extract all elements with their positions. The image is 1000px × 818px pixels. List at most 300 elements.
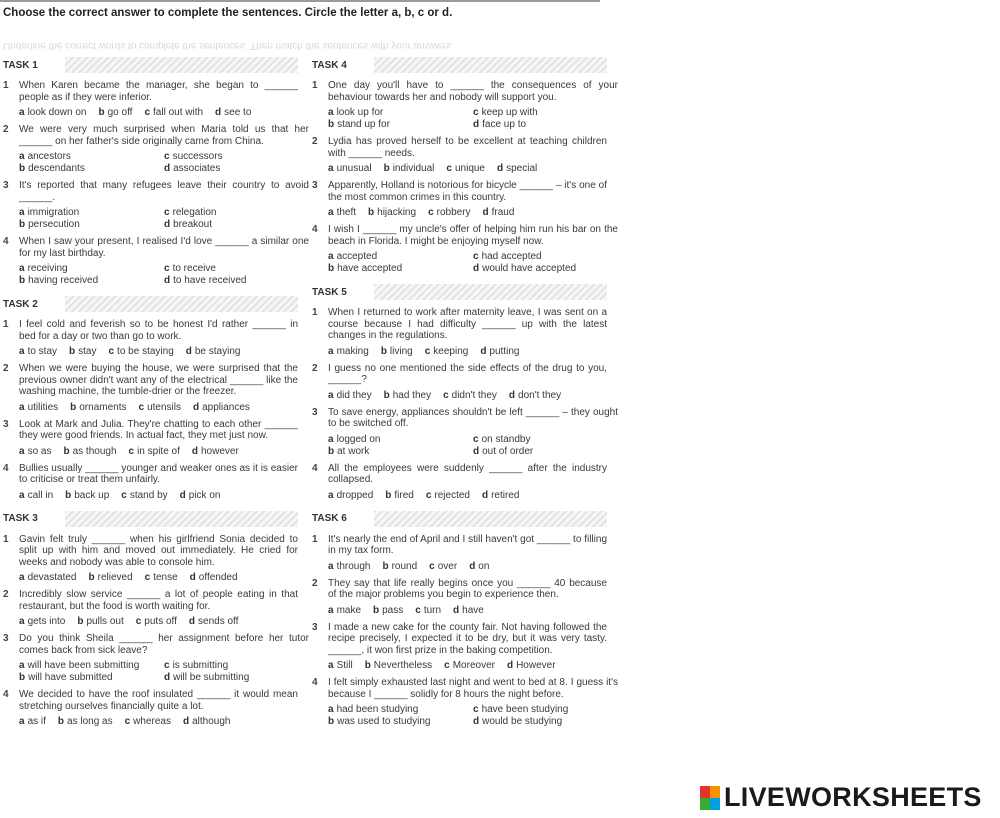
answer-option-a[interactable] bbox=[19, 346, 57, 358]
answer-option-c[interactable] bbox=[136, 616, 177, 628]
question-body bbox=[19, 633, 309, 684]
option-text: don't they bbox=[518, 389, 562, 401]
option-letter: b bbox=[77, 616, 84, 627]
option-text: making bbox=[336, 345, 369, 357]
answer-option-d[interactable] bbox=[473, 446, 618, 458]
option-text: had accepted bbox=[481, 251, 542, 262]
answer-option-b[interactable] bbox=[19, 672, 164, 684]
answer-options bbox=[19, 616, 298, 628]
question-text: All the employees were suddenly ______ after the industry collapsed. bbox=[328, 462, 607, 485]
option-text: however bbox=[201, 445, 239, 457]
answer-option-a[interactable] bbox=[328, 660, 353, 672]
answer-option-b[interactable] bbox=[328, 446, 473, 458]
option-text: retired bbox=[491, 489, 520, 501]
answer-options bbox=[19, 572, 298, 584]
task-header-hatch bbox=[65, 296, 298, 312]
answer-option-b[interactable] bbox=[328, 716, 473, 728]
option-text: ancestors bbox=[27, 151, 71, 162]
option-text: relieved bbox=[97, 572, 133, 583]
answer-option-a[interactable] bbox=[19, 402, 58, 414]
question bbox=[3, 80, 298, 119]
answer-option-b[interactable] bbox=[89, 572, 133, 584]
option-text: as long as bbox=[67, 716, 113, 727]
answer-option-a[interactable] bbox=[19, 263, 164, 275]
option-text: pass bbox=[382, 604, 404, 616]
option-text: receiving bbox=[27, 263, 68, 274]
option-text: puts off bbox=[144, 616, 177, 627]
task-title: TASK 1 bbox=[3, 59, 38, 71]
question-body bbox=[328, 180, 607, 219]
option-text: will have submitted bbox=[28, 672, 113, 683]
logo-square-blue bbox=[710, 798, 720, 810]
option-letter: a bbox=[328, 207, 334, 218]
option-text: fraud bbox=[491, 207, 515, 218]
question-number: 1 bbox=[3, 80, 9, 91]
option-text: although bbox=[192, 716, 231, 727]
option-text: on bbox=[478, 560, 490, 572]
answer-option-d[interactable] bbox=[497, 163, 537, 175]
question-text: I wish I ______ my uncle's offer of helping him run his bar on the beach in Florida. I might be enjoying myself now. bbox=[328, 224, 618, 247]
option-letter: b bbox=[19, 275, 26, 286]
answer-options bbox=[19, 446, 298, 458]
option-text: theft bbox=[336, 207, 357, 218]
question-body bbox=[19, 180, 309, 231]
answer-option-a[interactable] bbox=[328, 207, 356, 219]
option-text: to stay bbox=[27, 346, 58, 357]
option-letter: c bbox=[124, 716, 131, 727]
option-text: tense bbox=[153, 572, 178, 583]
question-number: 3 bbox=[312, 406, 318, 418]
option-letter: a bbox=[328, 604, 334, 616]
option-letter: d bbox=[185, 346, 192, 357]
question-number: 4 bbox=[3, 462, 9, 474]
answer-option-a[interactable] bbox=[328, 107, 473, 119]
option-text: successors bbox=[172, 151, 223, 162]
answer-option-a[interactable] bbox=[19, 151, 164, 163]
question-number: 4 bbox=[3, 236, 9, 247]
option-letter: c bbox=[415, 604, 421, 616]
option-letter: c bbox=[128, 445, 135, 457]
option-letter: a bbox=[19, 616, 25, 627]
logo-square-orange bbox=[710, 786, 720, 798]
option-letter: a bbox=[19, 489, 25, 501]
task-block bbox=[3, 56, 309, 287]
option-text: Moreover bbox=[452, 660, 495, 671]
option-letter: a bbox=[328, 489, 334, 501]
answer-option-c[interactable] bbox=[425, 346, 469, 358]
answer-options bbox=[328, 605, 607, 617]
answer-option-c[interactable] bbox=[129, 446, 180, 458]
answer-option-a[interactable] bbox=[19, 716, 46, 728]
answer-option-d[interactable] bbox=[164, 275, 309, 287]
answer-option-d[interactable] bbox=[192, 446, 239, 458]
option-letter: a bbox=[328, 107, 334, 118]
option-letter: c bbox=[108, 346, 115, 357]
option-letter: c bbox=[428, 207, 434, 218]
option-letter: a bbox=[19, 346, 25, 357]
option-text: go off bbox=[107, 107, 133, 118]
answer-option-b[interactable] bbox=[77, 616, 123, 628]
answer-option-a[interactable] bbox=[19, 207, 164, 219]
answer-options bbox=[328, 660, 607, 672]
question-text: One day you'll have to ______ the consequences of your behaviour towards her and nobody will support you. bbox=[328, 80, 618, 103]
question bbox=[312, 363, 607, 402]
answer-option-a[interactable] bbox=[19, 446, 51, 458]
option-text: accepted bbox=[336, 251, 378, 262]
option-text: putting bbox=[489, 345, 520, 357]
answer-option-a[interactable] bbox=[328, 490, 373, 502]
answer-option-c[interactable] bbox=[164, 263, 309, 275]
question-number: 4 bbox=[312, 462, 318, 474]
question-number: 3 bbox=[3, 633, 9, 644]
option-text: was used to studying bbox=[337, 716, 431, 727]
answer-option-b[interactable] bbox=[382, 561, 417, 573]
answer-options bbox=[19, 151, 309, 175]
answer-option-a[interactable] bbox=[328, 163, 372, 175]
option-letter: b bbox=[88, 572, 95, 583]
question bbox=[3, 236, 309, 287]
answer-options bbox=[328, 207, 607, 219]
answer-option-d[interactable] bbox=[190, 572, 238, 584]
answer-option-b[interactable] bbox=[69, 346, 96, 358]
answer-option-a[interactable] bbox=[328, 704, 473, 716]
answer-option-b[interactable] bbox=[19, 275, 164, 287]
answer-option-a[interactable] bbox=[328, 346, 369, 358]
question-number: 3 bbox=[312, 180, 318, 191]
question-text: We decided to have the roof insulated ______ it would mean stretching ourselves financially quite a lot. bbox=[19, 689, 298, 712]
option-letter: d bbox=[497, 163, 504, 174]
option-text: appliances bbox=[202, 401, 250, 413]
option-text: However bbox=[516, 660, 556, 671]
option-text: pulls out bbox=[86, 616, 124, 627]
option-letter: c bbox=[164, 207, 170, 218]
question-body bbox=[328, 463, 607, 502]
answer-option-b[interactable] bbox=[328, 119, 473, 131]
task-header bbox=[312, 56, 607, 74]
answer-option-a[interactable] bbox=[19, 490, 53, 502]
option-letter: c bbox=[164, 151, 170, 162]
option-letter: d bbox=[164, 219, 171, 230]
task-header bbox=[312, 510, 607, 528]
question-body bbox=[328, 307, 607, 358]
answer-option-b[interactable] bbox=[385, 490, 414, 502]
option-text: had been studying bbox=[336, 704, 419, 715]
option-letter: a bbox=[328, 163, 334, 174]
option-letter: c bbox=[443, 389, 449, 401]
option-text: to receive bbox=[172, 263, 216, 274]
answer-option-d[interactable] bbox=[183, 716, 230, 728]
answer-options bbox=[328, 490, 607, 502]
answer-options bbox=[328, 107, 618, 131]
option-text: through bbox=[336, 560, 371, 572]
question-number: 2 bbox=[312, 362, 318, 374]
option-letter: c bbox=[138, 401, 145, 413]
option-letter: b bbox=[328, 119, 335, 130]
answer-option-b[interactable] bbox=[328, 263, 473, 275]
option-letter: d bbox=[189, 572, 196, 583]
answer-option-a[interactable] bbox=[328, 390, 372, 402]
question-body bbox=[19, 363, 298, 414]
answer-options bbox=[19, 660, 309, 684]
answer-option-a[interactable] bbox=[328, 605, 361, 617]
answer-option-a[interactable] bbox=[328, 561, 370, 573]
question-number: 3 bbox=[3, 418, 9, 430]
option-letter: a bbox=[19, 151, 25, 162]
left-column bbox=[3, 56, 309, 736]
question-body bbox=[328, 407, 618, 458]
option-letter: c bbox=[473, 107, 479, 118]
right-column bbox=[312, 56, 618, 736]
answer-option-b[interactable] bbox=[19, 219, 164, 231]
option-text: individual bbox=[392, 163, 435, 174]
option-letter: c bbox=[473, 433, 479, 445]
option-text: breakout bbox=[173, 219, 213, 230]
answer-option-d[interactable] bbox=[180, 490, 221, 502]
option-text: keep up with bbox=[481, 107, 538, 118]
question-text: When I saw your present, I realised I'd love ______ a similar one for my last birthday. bbox=[19, 236, 309, 259]
answer-option-c[interactable] bbox=[444, 660, 495, 672]
option-letter: d bbox=[164, 275, 171, 286]
answer-option-c[interactable] bbox=[473, 107, 618, 119]
answer-option-a[interactable] bbox=[328, 251, 473, 263]
option-text: gets into bbox=[27, 616, 66, 627]
answer-option-c[interactable] bbox=[415, 605, 441, 617]
question-number: 1 bbox=[312, 307, 318, 318]
question-number: 2 bbox=[3, 363, 9, 374]
question-body bbox=[19, 534, 298, 585]
answer-option-b[interactable] bbox=[381, 346, 413, 358]
answer-option-a[interactable] bbox=[19, 616, 65, 628]
option-letter: a bbox=[328, 560, 334, 572]
answer-option-c[interactable] bbox=[108, 346, 173, 358]
option-text: having received bbox=[28, 275, 99, 286]
question bbox=[312, 136, 607, 175]
question-body bbox=[19, 236, 309, 287]
option-letter: a bbox=[328, 660, 334, 671]
option-text: immigration bbox=[27, 207, 80, 218]
answer-option-c[interactable] bbox=[164, 151, 309, 163]
option-letter: d bbox=[473, 445, 480, 457]
answer-option-d[interactable] bbox=[509, 390, 561, 402]
logo-icon bbox=[700, 786, 720, 810]
answer-option-a[interactable] bbox=[19, 107, 87, 119]
answer-option-b[interactable] bbox=[365, 660, 432, 672]
question-body bbox=[19, 689, 298, 728]
task-title: TASK 4 bbox=[312, 59, 347, 71]
answer-option-d[interactable] bbox=[164, 163, 309, 175]
option-text: robbery bbox=[436, 207, 471, 218]
option-text: in spite of bbox=[137, 445, 180, 457]
answer-options bbox=[328, 704, 618, 728]
answer-option-d[interactable] bbox=[453, 605, 484, 617]
option-text: is submitting bbox=[172, 660, 229, 671]
option-text: to have received bbox=[173, 275, 247, 286]
task-header-hatch bbox=[65, 57, 298, 73]
question bbox=[3, 124, 309, 175]
answer-options bbox=[328, 561, 607, 573]
option-text: as though bbox=[72, 445, 117, 457]
option-letter: a bbox=[19, 263, 25, 274]
option-letter: d bbox=[191, 445, 198, 457]
answer-option-d[interactable] bbox=[186, 346, 241, 358]
option-text: whereas bbox=[133, 716, 171, 727]
question bbox=[312, 224, 618, 275]
option-letter: a bbox=[328, 433, 334, 445]
question bbox=[312, 307, 607, 358]
option-letter: a bbox=[328, 389, 334, 401]
task-header-hatch bbox=[374, 57, 607, 73]
answer-option-c[interactable] bbox=[164, 660, 309, 672]
answer-option-c[interactable] bbox=[446, 163, 485, 175]
answer-option-c[interactable] bbox=[144, 107, 203, 119]
task-title: TASK 5 bbox=[312, 286, 347, 298]
answer-option-c[interactable] bbox=[428, 207, 470, 219]
option-letter: c bbox=[444, 660, 450, 671]
answer-option-d[interactable] bbox=[480, 346, 519, 358]
question-number: 4 bbox=[312, 677, 318, 688]
task-block bbox=[312, 56, 618, 275]
option-text: unique bbox=[454, 163, 485, 174]
option-text: rejected bbox=[434, 489, 470, 501]
option-text: call in bbox=[27, 489, 54, 501]
question-number: 3 bbox=[3, 180, 9, 191]
answer-option-d[interactable] bbox=[164, 672, 309, 684]
question bbox=[3, 534, 298, 585]
option-text: have bbox=[462, 604, 484, 616]
option-text: utilities bbox=[27, 401, 59, 413]
question-text: It's nearly the end of April and I still haven't got ______ to filling in my tax form. bbox=[328, 533, 607, 556]
answer-option-c[interactable] bbox=[145, 572, 178, 584]
answer-option-c[interactable] bbox=[125, 716, 171, 728]
task-header bbox=[312, 283, 607, 301]
option-letter: d bbox=[188, 616, 196, 627]
answer-option-d[interactable] bbox=[164, 219, 309, 231]
option-text: make bbox=[336, 604, 362, 616]
question-number: 4 bbox=[312, 224, 318, 235]
answer-option-b[interactable] bbox=[373, 605, 403, 617]
answer-option-d[interactable] bbox=[189, 616, 239, 628]
option-letter: c bbox=[424, 345, 431, 357]
answer-option-c[interactable] bbox=[164, 207, 309, 219]
answer-option-c[interactable] bbox=[121, 490, 167, 502]
option-letter: c bbox=[425, 489, 432, 501]
answer-option-d[interactable] bbox=[215, 107, 251, 119]
answer-option-b[interactable] bbox=[368, 207, 416, 219]
answer-option-a[interactable] bbox=[19, 660, 164, 672]
answer-option-b[interactable] bbox=[384, 163, 435, 175]
question-body bbox=[19, 463, 298, 502]
answer-option-c[interactable] bbox=[443, 390, 497, 402]
option-letter: d bbox=[453, 604, 460, 616]
bleed-through-text: Underline the correct words to complete the sentences. Then match the sentences with your answers. bbox=[3, 40, 454, 51]
question-body bbox=[19, 419, 298, 458]
option-letter: b bbox=[19, 163, 26, 174]
option-text: devastated bbox=[27, 572, 77, 583]
option-letter: d bbox=[164, 163, 171, 174]
option-letter: b bbox=[385, 489, 392, 501]
option-text: will have been submitting bbox=[27, 660, 140, 671]
answer-option-b[interactable] bbox=[70, 402, 126, 414]
question-number: 1 bbox=[312, 80, 318, 91]
option-text: be staying bbox=[194, 346, 241, 357]
answer-option-c[interactable] bbox=[426, 490, 470, 502]
question-body bbox=[328, 622, 607, 673]
option-text: would be studying bbox=[482, 716, 563, 727]
option-text: didn't they bbox=[451, 389, 497, 401]
answer-option-d[interactable] bbox=[473, 716, 618, 728]
option-letter: b bbox=[373, 604, 380, 616]
answer-option-c[interactable] bbox=[473, 251, 618, 263]
question-text: Lydia has proved herself to be excellent at teaching children with ______ needs. bbox=[328, 136, 607, 159]
answer-options bbox=[19, 490, 298, 502]
answer-option-c[interactable] bbox=[139, 402, 181, 414]
question bbox=[3, 589, 298, 628]
answer-option-c[interactable] bbox=[473, 434, 618, 446]
answer-option-c[interactable] bbox=[429, 561, 457, 573]
answer-option-d[interactable] bbox=[483, 207, 515, 219]
task-block bbox=[312, 510, 618, 729]
option-letter: b bbox=[69, 346, 76, 357]
answer-option-b[interactable] bbox=[19, 163, 164, 175]
answer-option-d[interactable] bbox=[193, 402, 250, 414]
logo-text: LIVEWORKSHEETS bbox=[724, 782, 982, 812]
option-text: persecution bbox=[28, 219, 80, 230]
question-body bbox=[19, 589, 298, 628]
task-header-hatch bbox=[374, 284, 607, 300]
question-number: 2 bbox=[3, 589, 9, 600]
answer-option-d[interactable] bbox=[473, 119, 618, 131]
option-letter: a bbox=[19, 401, 25, 413]
option-text: see to bbox=[224, 107, 252, 118]
option-letter: c bbox=[473, 704, 479, 715]
option-letter: d bbox=[179, 489, 186, 501]
option-letter: b bbox=[98, 107, 105, 118]
question-text: I made a new cake for the county fair. Not having followed the recipe precisely, I expected it to be dry, but it was very tasty. ______, it won first prize in the baking competition. bbox=[328, 621, 607, 656]
answer-option-d[interactable] bbox=[507, 660, 556, 672]
answer-option-d[interactable] bbox=[482, 490, 519, 502]
answer-option-c[interactable] bbox=[473, 704, 618, 716]
answer-option-b[interactable] bbox=[63, 446, 116, 458]
question bbox=[312, 80, 618, 131]
answer-option-a[interactable] bbox=[328, 434, 473, 446]
answer-option-d[interactable] bbox=[473, 263, 618, 275]
answer-option-b[interactable] bbox=[384, 390, 431, 402]
answer-options bbox=[19, 346, 298, 358]
answer-option-b[interactable] bbox=[99, 107, 133, 119]
question-body bbox=[328, 677, 618, 728]
answer-options bbox=[19, 207, 309, 231]
option-text: round bbox=[391, 560, 418, 572]
answer-option-b[interactable] bbox=[58, 716, 113, 728]
answer-option-d[interactable] bbox=[469, 561, 489, 573]
question-text: Look at Mark and Julia. They're chatting to each other ______ they were good friends. In actual fact, they met just now. bbox=[19, 418, 298, 441]
option-letter: a bbox=[19, 107, 25, 118]
top-rule bbox=[0, 0, 600, 2]
question bbox=[3, 689, 298, 728]
task-title: TASK 3 bbox=[3, 513, 38, 524]
option-text: utensils bbox=[147, 401, 181, 413]
answer-option-a[interactable] bbox=[19, 572, 77, 584]
answer-option-b[interactable] bbox=[65, 490, 109, 502]
option-text: descendants bbox=[28, 163, 85, 174]
question-number: 1 bbox=[3, 533, 9, 545]
option-text: Nevertheless bbox=[373, 660, 433, 671]
option-text: hijacking bbox=[377, 207, 417, 218]
question-text: Do you think Sheila ______ her assignment before her tutor comes back from sick leave? bbox=[19, 633, 309, 656]
option-text: would have accepted bbox=[482, 263, 577, 274]
question bbox=[312, 463, 607, 502]
question bbox=[312, 677, 618, 728]
